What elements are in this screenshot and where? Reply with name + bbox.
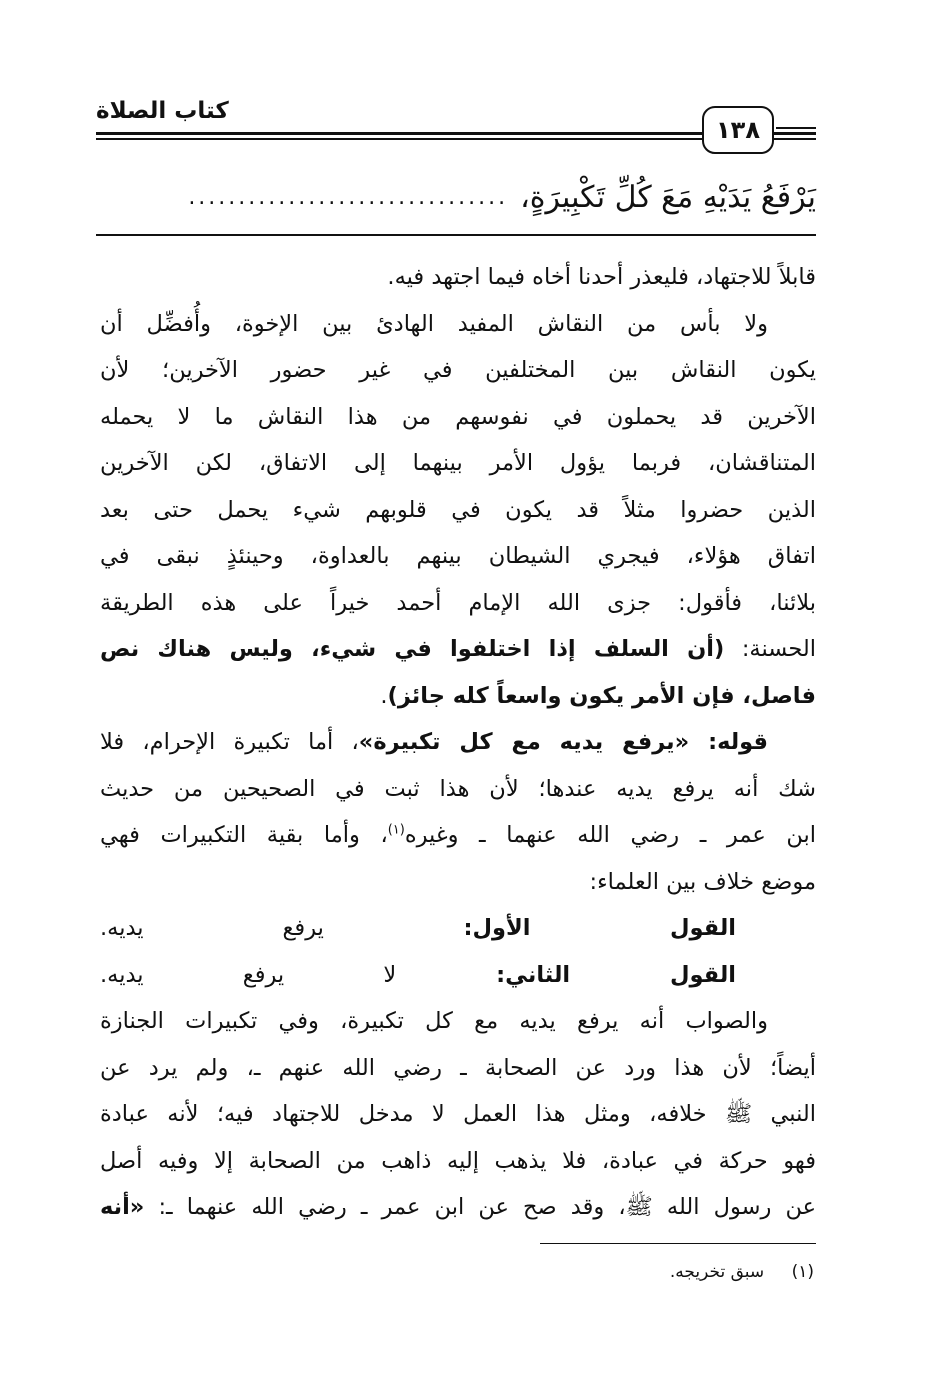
text-run: . [380, 682, 388, 709]
text-run: موضع خلاف بين العلماء: [589, 868, 816, 895]
text-run: الآخرين قد يحملون في نفوسهم من هذا النقاش ما لا يحمله [100, 403, 816, 430]
text-line [100, 812, 816, 859]
text-line [100, 301, 816, 348]
text-run: الذين حضروا مثلاً قد يكون في قلوبهم شيء يحمل حتى بعد [100, 496, 816, 523]
text-run: الحسنة: [724, 636, 816, 662]
text-run: أيضاً؛ لأن هذا ورد عن الصحابة ـ رضي الله عنهم ـ، ولم يرد عن [100, 1054, 816, 1081]
commentary-text [100, 254, 816, 1231]
text-run: ابن عمر ـ رضي الله عنهما ـ وغيره [404, 822, 816, 848]
text-run: والصواب أنه يرفع يديه مع كل تكبيرة، وفي تكبيرات الجنازة [100, 1008, 768, 1034]
text-run: يكون النقاش بين المختلفين في غير حضور الآخرين؛ لأن [100, 357, 816, 383]
text-line [100, 766, 816, 813]
matn-dots: ................................ [188, 184, 509, 210]
text-line [100, 859, 816, 906]
header-rule [776, 127, 816, 129]
text-run: لا يرفع يديه. [100, 961, 397, 988]
text-line [100, 347, 816, 394]
footnote [670, 1262, 814, 1282]
text-run: قوله: «يرفع يديه مع كل تكبيرة» [358, 729, 768, 755]
text-run: ولا بأس من النقاش المفيد الهادئ بين الإخوة، وأُفضِّل أن [100, 310, 768, 337]
text-line [100, 254, 816, 301]
text-line [100, 1138, 816, 1185]
text-run: النبي ﷺ خلافه، ومثل هذا العمل لا مدخل للاجتهاد فيه؛ لأنه عبادة [100, 1101, 816, 1127]
text-run: فهو حركة في عبادة، فلا يذهب إليه ذاهب من الصحابة إلا وفيه أصل [100, 1147, 816, 1174]
text-line [100, 487, 816, 534]
text-run: ، وأما بقية التكبيرات فهي [100, 822, 388, 848]
page-number: ١٣٨ [702, 106, 774, 154]
matn-line [116, 170, 816, 224]
footnote-rule [540, 1243, 816, 1244]
footnote-text: سبق تخريجه. [669, 1262, 765, 1282]
text-run: اتفاق هؤلاء، فيجري الشيطان بينهم بالعداوة، وحينئذٍ نبقى في [100, 543, 816, 569]
text-run: (أن السلف إذا اختلفوا في شيء، وليس هناك نص [100, 636, 725, 662]
text-run: فاصل، فإن الأمر يكون واسعاً كله جائز) [387, 682, 816, 709]
text-line [100, 998, 816, 1045]
text-run: ، أما تكبيرة الإحرام، فلا [100, 729, 359, 755]
footnote-ref: (١) [387, 822, 405, 838]
text-line [100, 1045, 816, 1092]
text-run: شك أنه يرفع يديه عندها؛ لأن هذا ثبت في الصحيحين من حديث [100, 775, 816, 802]
text-line [100, 580, 816, 627]
text-run: بلائنا، فأقول: جزى الله الإمام أحمد خيراً على هذه الطريقة [100, 589, 816, 616]
text-run: المتناقشان، فربما يؤول الأمر بينهما إلى الاتفاق، لكن الآخرين [100, 450, 816, 476]
text-line [100, 1184, 816, 1231]
matn-text: يَرْفَعُ يَدَيْهِ مَعَ كُلِّ تَكْبِيرَةٍ، [520, 179, 816, 215]
text-line [100, 1091, 816, 1138]
text-run: عن رسول الله ﷺ، وقد صح عن ابن عمر ـ رضي الله عنهما ـ: [144, 1194, 816, 1220]
text-run: قابلاً للاجتهاد، فليعذر أحدنا أخاه فيما اجتهد فيه. [387, 264, 816, 290]
text-line [100, 440, 816, 487]
text-line [100, 394, 816, 441]
running-title: كتاب الصلاة [96, 98, 229, 124]
footnote-number: (١) [791, 1262, 814, 1282]
text-line [100, 905, 816, 952]
text-line [100, 673, 816, 720]
text-run: القول الثاني: [396, 961, 736, 988]
text-run: القول الأول: [323, 915, 737, 941]
text-run: «أنه [100, 1194, 145, 1220]
text-run: يرفع يديه. [100, 915, 324, 941]
text-line [100, 952, 816, 999]
text-line [100, 533, 816, 580]
text-line [100, 719, 816, 766]
text-line [100, 626, 816, 673]
matn-rule [96, 234, 816, 236]
